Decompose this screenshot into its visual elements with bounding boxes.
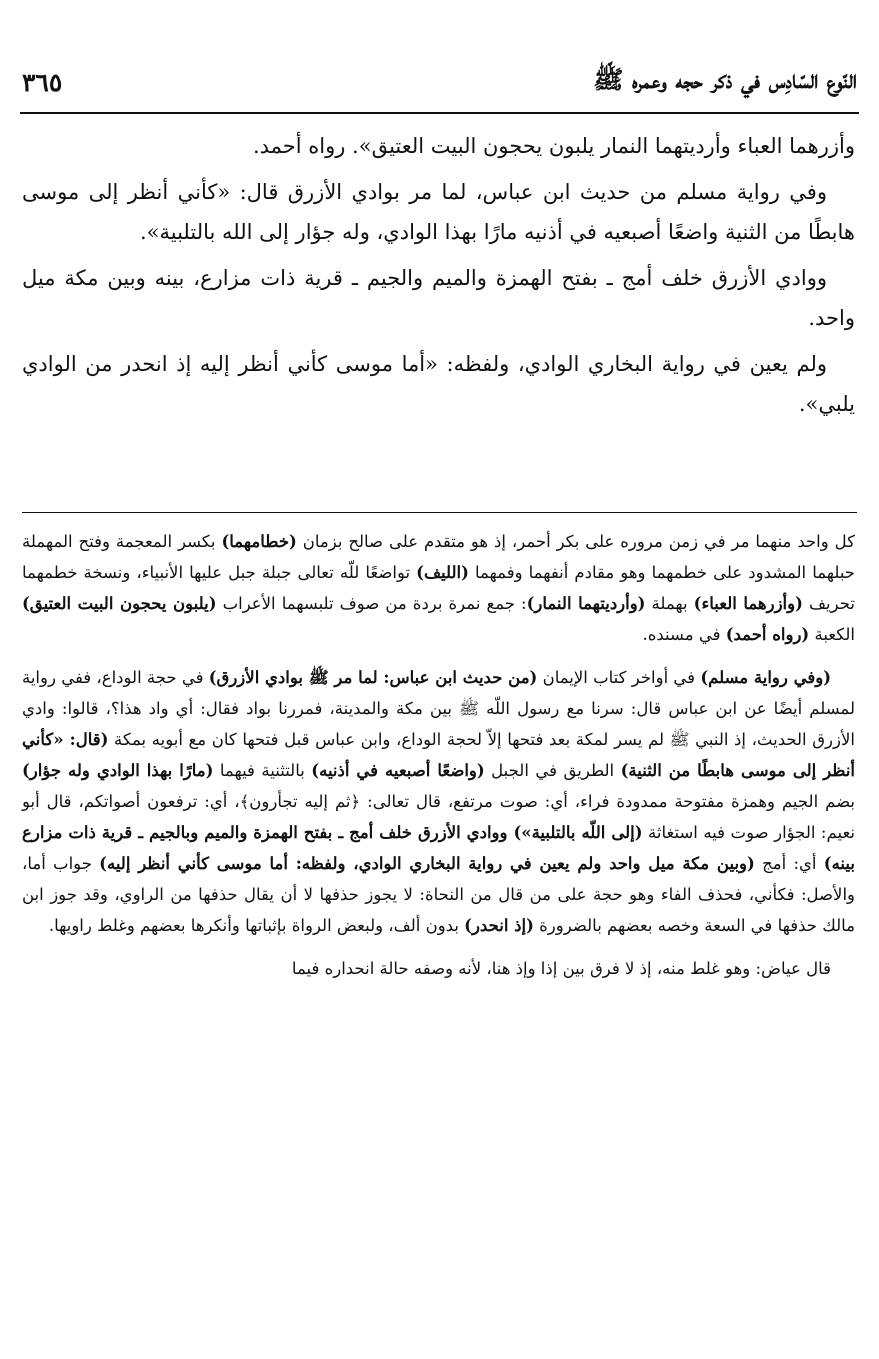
commentary-quoted-term: (رواه أحمد) — [725, 625, 810, 644]
commentary-text-run: في أواخر كتاب الإيمان — [537, 668, 701, 687]
header-rule — [20, 112, 859, 114]
commentary-text-run: بكسر المعجمة وفتح المهملة حبلهما المشدود على خطمهما وهو مقادم أنفهما وفمهما — [22, 532, 856, 582]
commentary-text-run: الكعبة — [809, 625, 855, 644]
commentary-text-run: تواضعًا للّه تعالى جبلة جبل عليها الأنبياء، ونسخة خطمهما تحريف — [22, 563, 855, 613]
commentary-quoted-term: (وبين مكة ميل واحد ولم يعين في رواية البخاري الوادي، ولفظه: أما موسى كأني أنظر إليه) — [99, 854, 755, 873]
commentary-quoted-term: (مارًا بهذا الوادي وله جؤار) — [22, 761, 214, 780]
commentary-quoted-term: (إلى اللّه بالتلبية») ووادي الأزرق خلف أمج ـ بفتح الهمزة والميم وبالجيم ـ قرية ذات مزارع بينه) — [22, 823, 855, 873]
main-text — [22, 126, 855, 430]
main-paragraph: ووادي الأزرق خلف أمج ـ بفتح الهمزة والميم والجيم ـ قرية ذات مزارع، بينه وبين مكة ميل واحد. — [22, 266, 855, 330]
commentary-quoted-term: (وأرديتهما النمار) — [526, 594, 646, 613]
commentary-quoted-term: (وفي رواية مسلم) — [700, 668, 831, 687]
page-number: ٣٦٥ — [22, 67, 63, 97]
commentary-text-run: بهملة — [645, 594, 694, 613]
commentary-text — [22, 526, 855, 996]
main-paragraph: ولم يعين في رواية البخاري الوادي، ولفظه: «أما موسى كأني أنظر إليه إذ انحدر من الوادي يلبي». — [22, 352, 855, 416]
commentary-text-run: الطريق في الجبل — [484, 761, 621, 780]
commentary-text-run: بضم الجيم وهمزة مفتوحة ممدودة فراء، أي: صوت مرتفع، قال تعالى: ﴿ثم إليه تجأرون﴾، أي: ترفعون أصواتكم، قال أبو نعيم: الجؤار صوت فيه استغاثة — [22, 792, 855, 842]
commentary-text-run: بالتثنية فيهما — [213, 761, 312, 780]
running-title: النّوع السّادِس في ذكر حجه وعمره ﷺ — [593, 64, 857, 94]
commentary-quoted-term: (الليف) — [416, 563, 469, 582]
page-header — [22, 52, 857, 112]
commentary-quoted-term: (قال: «كأني أنظر إلى موسى هابطًا من الثنية) — [22, 730, 856, 780]
commentary-quoted-term: (واضعًا أصبعيه في أذنيه) — [311, 761, 485, 780]
commentary-quoted-term: (خطامهما) — [221, 532, 297, 551]
commentary-text-run: أي: أمج — [754, 854, 824, 873]
commentary-text-run: كل واحد منهما مر في زمن مروره على بكر أحمر، إذ هو متقدم على صالح بزمان — [296, 532, 855, 551]
commentary-text-run: في مسنده. — [642, 625, 726, 644]
commentary-quoted-term: (من حديث ابن عباس: لما مر ﷺ بوادي الأزرق) — [208, 668, 538, 687]
main-paragraph: وأزرهما العباء وأرديتهما النمار يلبون يحجون البيت العتيق». رواه أحمد. — [252, 134, 855, 158]
commentary-quoted-term: (يلبون يحجون البيت العتيق) — [22, 594, 217, 613]
commentary-text-run: : جمع نمرة بردة من صوف تلبسهما الأعراب — [216, 594, 527, 613]
commentary-text-run: جواب أما، والأصل: فكأني، فحذف الفاء وهو حجة على من قال من النحاة: لا يجوز حذفها لا أن يقال حذفها من الراوي، وقد جوز ابن مالك حذفها في السعة وخصه بعضهم بالضرورة — [22, 854, 855, 935]
commentary-quoted-term: (إذ انحدر) — [464, 916, 534, 935]
commentary-text-run: بدون ألف، ولبعض الرواة بإثباتها وأنكرها بعضهم وغلط راويها. — [48, 916, 465, 935]
main-paragraph: وفي رواية مسلم من حديث ابن عباس، لما مر بوادي الأزرق قال: «كأني أنظر إلى موسى هابطًا من الثنية واضعًا أصبعيه في أذنيه مارًا بهذا الوادي، وله جؤار إلى الله بالتلبية». — [22, 180, 855, 244]
commentary-paragraph: قال عياض: وهو غلط منه، إذ لا فرق بين إذا وإذ هنا، لأنه وصفه حالة انحداره فيما — [291, 959, 831, 978]
commentary-paragraph — [22, 662, 855, 941]
commentary-paragraph — [22, 526, 855, 650]
commentary-text-run: في حجة الوداع، ففي رواية لمسلم أيضًا عن ابن عباس قال: سرنا مع رسول اللّه ﷺ بين مكة والمدينة، فمررنا بواد فقال: أي واد هذا؟، قالوا: وادي الأزرق الحديث، إذ النبي ﷺ لم يسر لمكة بعد فتحها إلاّ لحجة الوداع، وابن عباس قبل فتحها كان مع أبويه بمكة — [21, 668, 855, 749]
commentary-quoted-term: (وأزرهما العباء) — [693, 594, 803, 613]
footnote-divider — [22, 512, 857, 513]
